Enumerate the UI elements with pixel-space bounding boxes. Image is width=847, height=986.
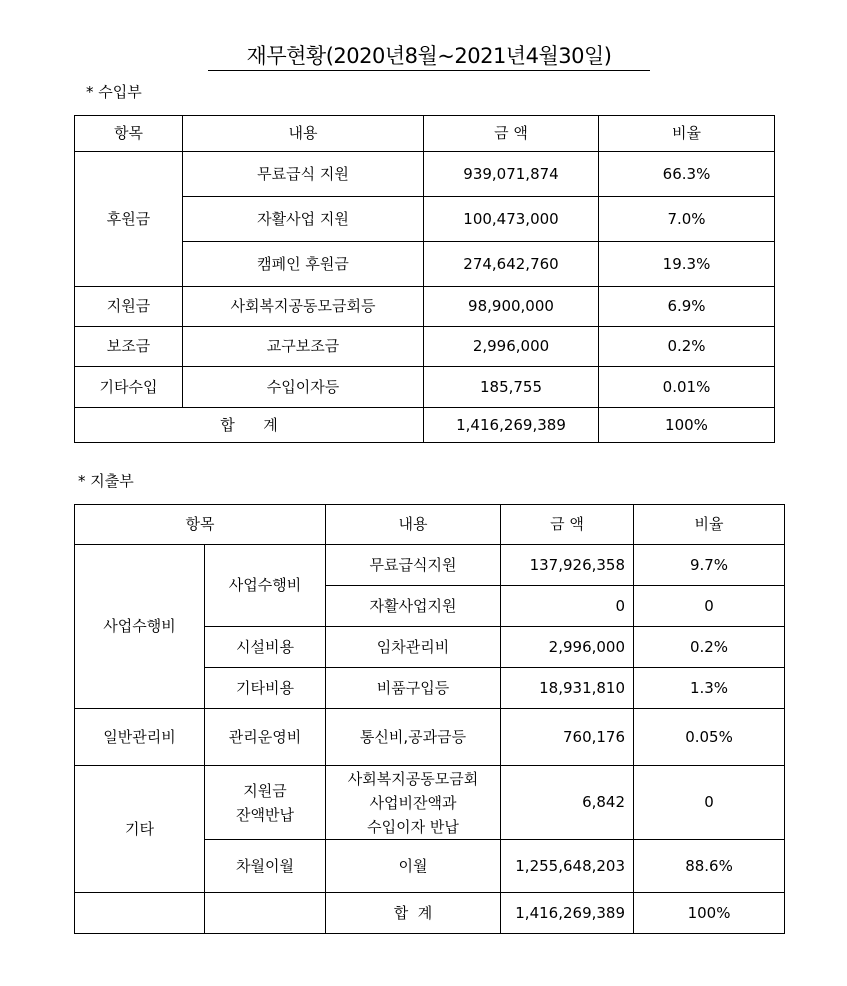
subcategory-cell: 기타비용 — [205, 668, 326, 709]
amount-cell: 6,842 — [501, 766, 634, 840]
subcategory-cell: 시설비용 — [205, 627, 326, 668]
total-label: 합 계 — [75, 408, 424, 443]
ratio-cell: 0.05% — [634, 709, 785, 766]
ratio-cell: 1.3% — [634, 668, 785, 709]
table-row — [75, 766, 785, 840]
amount-cell: 98,900,000 — [424, 287, 599, 327]
subcategory-cell: 관리운영비 — [205, 709, 326, 766]
table-row — [75, 287, 775, 327]
content-line: 사업비잔액과 — [369, 793, 457, 812]
header-ratio: 비율 — [634, 505, 785, 545]
content-cell: 무료급식 지원 — [183, 152, 424, 197]
subcategory-cell: 사업수행비 — [205, 545, 326, 627]
category-cell: 후원금 — [75, 152, 183, 287]
table-row — [75, 152, 775, 197]
header-category: 항목 — [75, 116, 183, 152]
content-line: 사회복지공동모금회 — [347, 769, 479, 788]
ratio-cell: 7.0% — [599, 197, 775, 242]
amount-cell: 18,931,810 — [501, 668, 634, 709]
content-cell: 수입이자등 — [183, 367, 424, 408]
content-cell: 자활사업 지원 — [183, 197, 424, 242]
income-total-row — [75, 408, 775, 443]
empty-cell — [75, 893, 205, 934]
ratio-cell: 66.3% — [599, 152, 775, 197]
content-cell: 자활사업지원 — [326, 586, 501, 627]
total-ratio: 100% — [599, 408, 775, 443]
expense-section-label: * 지출부 — [78, 472, 134, 490]
amount-cell: 100,473,000 — [424, 197, 599, 242]
income-table — [74, 115, 775, 443]
expense-table — [74, 504, 785, 934]
content-cell: 비품구입등 — [326, 668, 501, 709]
subcategory-line: 잔액반납 — [236, 805, 294, 824]
content-cell: 임차관리비 — [326, 627, 501, 668]
amount-cell: 274,642,760 — [424, 242, 599, 287]
ratio-cell: 0.2% — [634, 627, 785, 668]
amount-cell: 2,996,000 — [501, 627, 634, 668]
total-label: 합 계 — [326, 893, 501, 934]
subcategory-cell: 차월이월 — [205, 840, 326, 893]
category-cell: 보조금 — [75, 327, 183, 367]
category-cell: 지원금 — [75, 287, 183, 327]
ratio-cell: 19.3% — [599, 242, 775, 287]
content-cell: 이월 — [326, 840, 501, 893]
category-cell: 일반관리비 — [75, 709, 205, 766]
category-cell: 기타 — [75, 766, 205, 893]
ratio-cell: 6.9% — [599, 287, 775, 327]
content-cell: 사회복지공동모금회등 — [183, 287, 424, 327]
total-amount: 1,416,269,389 — [501, 893, 634, 934]
ratio-cell: 0 — [634, 766, 785, 840]
amount-cell: 939,071,874 — [424, 152, 599, 197]
amount-cell: 0 — [501, 586, 634, 627]
table-row — [75, 545, 785, 586]
content-line: 수입이자 반납 — [367, 817, 459, 836]
amount-cell: 1,255,648,203 — [501, 840, 634, 893]
header-content: 내용 — [183, 116, 424, 152]
content-cell: 통신비,공과금등 — [326, 709, 501, 766]
table-row — [75, 327, 775, 367]
header-category: 항목 — [75, 505, 326, 545]
content-cell: 무료급식지원 — [326, 545, 501, 586]
header-amount: 금 액 — [424, 116, 599, 152]
subcategory-cell — [205, 766, 326, 840]
empty-cell — [205, 893, 326, 934]
ratio-cell: 88.6% — [634, 840, 785, 893]
category-cell: 사업수행비 — [75, 545, 205, 709]
header-content: 내용 — [326, 505, 501, 545]
amount-cell: 760,176 — [501, 709, 634, 766]
table-row — [75, 367, 775, 408]
ratio-cell: 0 — [634, 586, 785, 627]
content-cell: 교구보조금 — [183, 327, 424, 367]
expense-header-row — [75, 505, 785, 545]
ratio-cell: 9.7% — [634, 545, 785, 586]
income-section-label: * 수입부 — [86, 83, 142, 101]
amount-cell: 185,755 — [424, 367, 599, 408]
category-cell: 기타수입 — [75, 367, 183, 408]
table-row — [75, 709, 785, 766]
amount-cell: 2,996,000 — [424, 327, 599, 367]
total-ratio: 100% — [634, 893, 785, 934]
document-title: 재무현황(2020년8월~2021년4월30일) — [208, 42, 650, 71]
ratio-cell: 0.2% — [599, 327, 775, 367]
content-cell — [326, 766, 501, 840]
total-amount: 1,416,269,389 — [424, 408, 599, 443]
ratio-cell: 0.01% — [599, 367, 775, 408]
subcategory-line: 지원금 — [243, 781, 287, 800]
expense-total-row — [75, 893, 785, 934]
amount-cell: 137,926,358 — [501, 545, 634, 586]
header-amount: 금 액 — [501, 505, 634, 545]
header-ratio: 비율 — [599, 116, 775, 152]
income-header-row — [75, 116, 775, 152]
content-cell: 캠페인 후원금 — [183, 242, 424, 287]
